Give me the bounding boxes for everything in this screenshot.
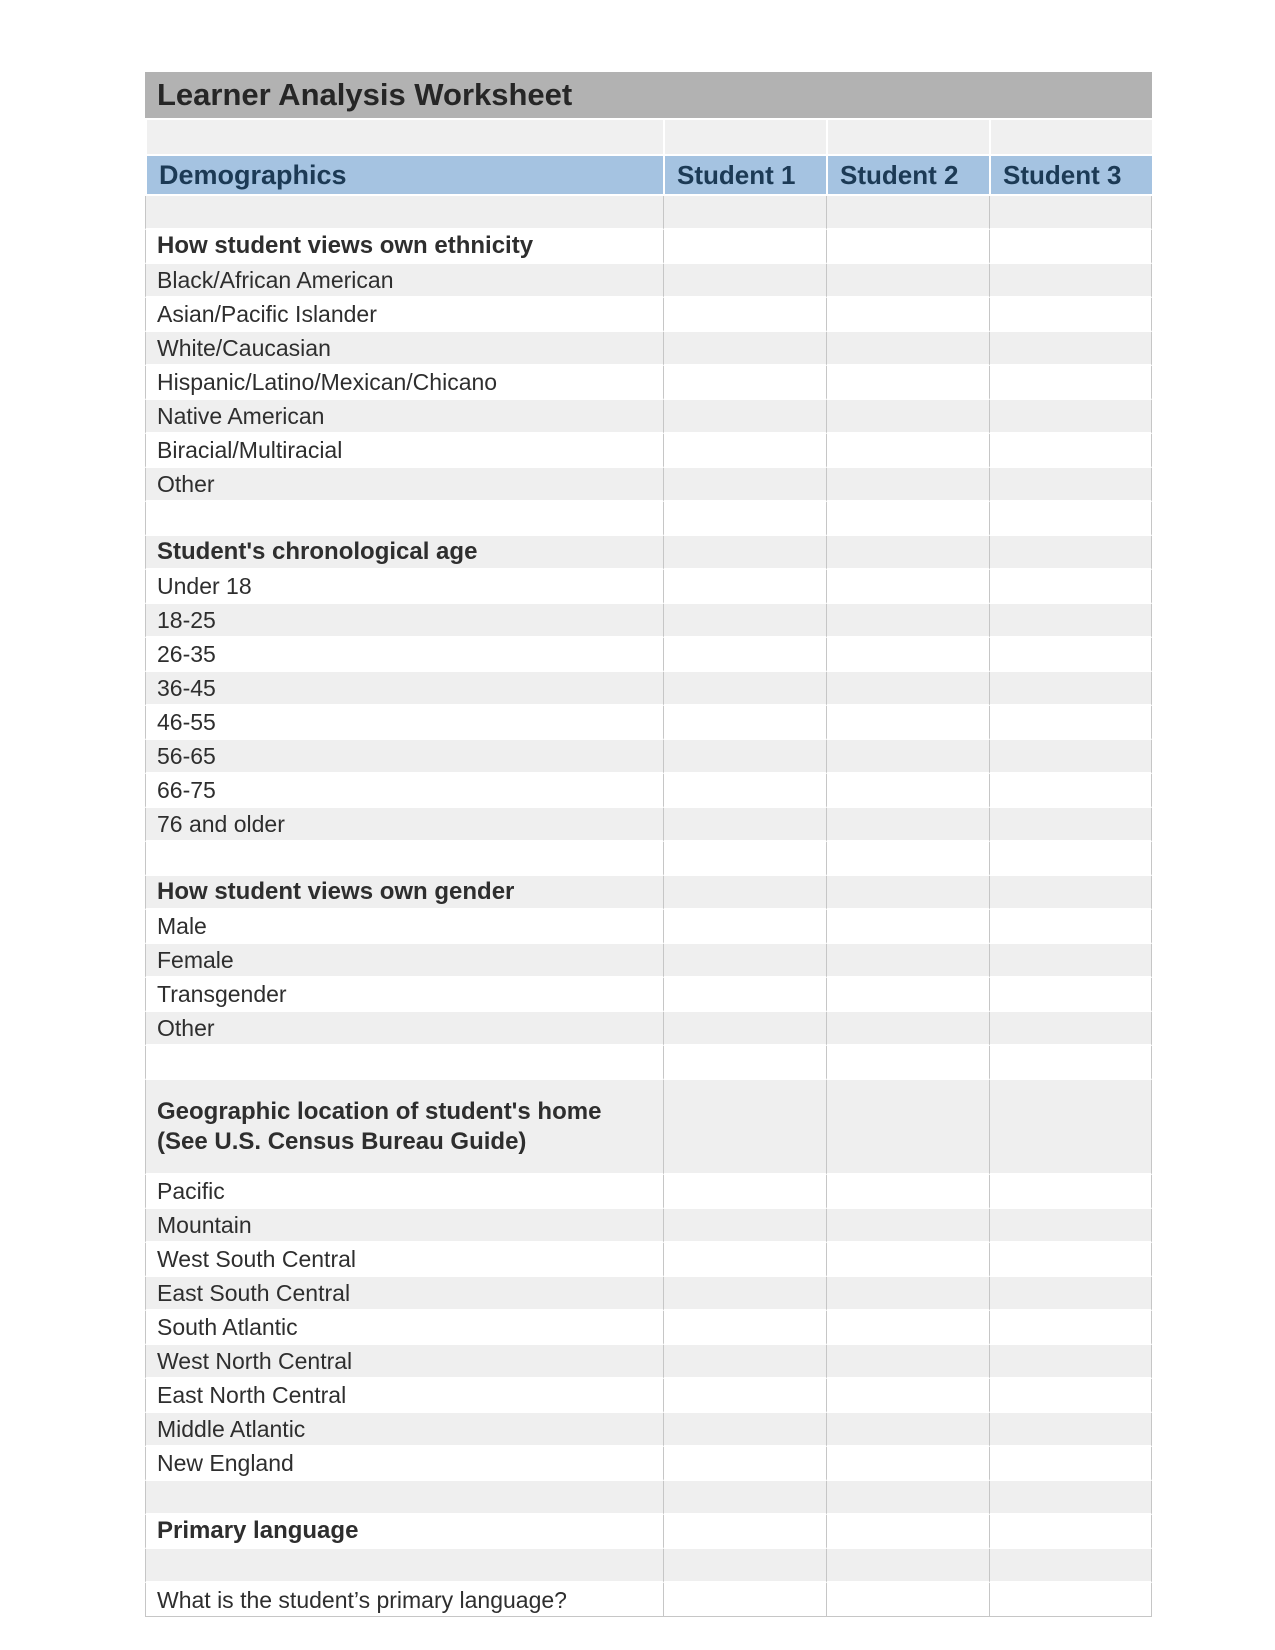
answer-cell-student-1[interactable]: [663, 638, 826, 672]
row-label: How student views own ethnicity: [157, 232, 534, 259]
answer-cell-student-1[interactable]: [663, 332, 826, 366]
answer-cell-student-3[interactable]: [989, 1481, 1152, 1515]
table-row: [145, 264, 1152, 298]
answer-cell-student-1[interactable]: [663, 1175, 826, 1209]
row-label: Biracial/Multiracial: [157, 437, 343, 463]
item-label-cell: [145, 1209, 663, 1243]
answer-cell-student-2[interactable]: [826, 604, 989, 638]
answer-cell-student-3[interactable]: [989, 604, 1152, 638]
answer-cell-student-2[interactable]: [826, 298, 989, 332]
section-row: [145, 876, 1152, 910]
answer-cell-student-2[interactable]: [826, 978, 989, 1012]
table-row: [145, 1345, 1152, 1379]
answer-cell-student-3[interactable]: [989, 1447, 1152, 1481]
answer-cell-student-2[interactable]: [826, 1481, 989, 1515]
row-label: White/Caucasian: [157, 335, 331, 361]
answer-cell-student-1[interactable]: [663, 910, 826, 944]
answer-cell-student-3[interactable]: [989, 1175, 1152, 1209]
answer-cell-student-3[interactable]: [989, 1209, 1152, 1243]
table-row: [145, 706, 1152, 740]
table-row: [145, 774, 1152, 808]
item-label-cell: [145, 706, 663, 740]
table-row: [145, 570, 1152, 604]
answer-cell-student-3[interactable]: [989, 502, 1152, 536]
item-label-cell: [145, 570, 663, 604]
item-label-cell: [145, 1012, 663, 1046]
item-label-cell: [145, 1345, 663, 1379]
answer-cell-student-2[interactable]: [826, 196, 989, 230]
answer-cell-student-1[interactable]: [663, 434, 826, 468]
answer-cell-student-3[interactable]: [989, 1080, 1152, 1175]
table-row: [145, 1209, 1152, 1243]
answer-cell-student-2[interactable]: [826, 366, 989, 400]
row-label: West North Central: [157, 1348, 353, 1374]
answer-cell-student-2[interactable]: [826, 468, 989, 502]
answer-cell-student-3[interactable]: [989, 1311, 1152, 1345]
answer-cell-student-3[interactable]: [989, 1583, 1152, 1617]
table-row: [145, 672, 1152, 706]
answer-cell-student-2[interactable]: [826, 434, 989, 468]
answer-cell-student-1[interactable]: [663, 1583, 826, 1617]
answer-cell-student-1[interactable]: [663, 1549, 826, 1583]
answer-cell-student-3[interactable]: [989, 638, 1152, 672]
item-label-cell: [145, 400, 663, 434]
blank-label-cell: [145, 502, 663, 536]
answer-cell-student-3[interactable]: [989, 808, 1152, 842]
row-label: Mountain: [157, 1212, 252, 1238]
answer-cell-student-3[interactable]: [989, 332, 1152, 366]
row-label: East North Central: [157, 1382, 347, 1408]
answer-cell-student-1[interactable]: [663, 740, 826, 774]
answer-cell-student-2[interactable]: [826, 570, 989, 604]
item-label-cell: [145, 1311, 663, 1345]
answer-cell-student-1[interactable]: [663, 944, 826, 978]
answer-cell-student-2[interactable]: [826, 1046, 989, 1080]
answer-cell-student-2[interactable]: [826, 876, 989, 910]
row-label: 56-65: [157, 743, 216, 769]
item-label-cell: [145, 672, 663, 706]
spacer-cell: [663, 120, 826, 156]
table-row: [145, 944, 1152, 978]
answer-cell-student-1[interactable]: [663, 366, 826, 400]
item-label-cell: [145, 1447, 663, 1481]
answer-cell-student-2[interactable]: [826, 1447, 989, 1481]
answer-cell-student-3[interactable]: [989, 536, 1152, 570]
row-label: How student views own gender: [157, 878, 515, 905]
title-row: [145, 72, 1152, 120]
answer-cell-student-2[interactable]: [826, 1311, 989, 1345]
section-label-cell: [145, 230, 663, 264]
table-row: [145, 468, 1152, 502]
table-row: [145, 1243, 1152, 1277]
table-row: [145, 1277, 1152, 1311]
item-label-cell: [145, 1379, 663, 1413]
row-label: Other: [157, 1015, 215, 1041]
blank-label-cell: [145, 1481, 663, 1515]
answer-cell-student-2[interactable]: [826, 672, 989, 706]
answer-cell-student-1[interactable]: [663, 468, 826, 502]
column-header-student-3: Student 3: [989, 156, 1152, 196]
item-label-cell: [145, 298, 663, 332]
table-row: [145, 1175, 1152, 1209]
column-header-student-2: Student 2: [826, 156, 989, 196]
answer-cell-student-2[interactable]: [826, 1413, 989, 1447]
answer-cell-student-2[interactable]: [826, 1277, 989, 1311]
item-label-cell: [145, 740, 663, 774]
answer-cell-student-2[interactable]: [826, 400, 989, 434]
spacer-cell: [145, 120, 663, 156]
item-label-cell: [145, 638, 663, 672]
answer-cell-student-1[interactable]: [663, 230, 826, 264]
item-label-cell: [145, 808, 663, 842]
row-label: 36-45: [157, 675, 216, 701]
item-label-cell: [145, 944, 663, 978]
answer-cell-student-2[interactable]: [826, 774, 989, 808]
table-row: [145, 298, 1152, 332]
answer-cell-student-3[interactable]: [989, 910, 1152, 944]
answer-cell-student-1[interactable]: [663, 876, 826, 910]
item-label-cell: [145, 1413, 663, 1447]
row-label: Asian/Pacific Islander: [157, 301, 377, 327]
answer-cell-student-2[interactable]: [826, 1012, 989, 1046]
item-label-cell: [145, 434, 663, 468]
spacer-row: [145, 842, 1152, 876]
table-row: [145, 400, 1152, 434]
answer-cell-student-3[interactable]: [989, 1345, 1152, 1379]
row-label: Black/African American: [157, 267, 394, 293]
answer-cell-student-3[interactable]: [989, 264, 1152, 298]
answer-cell-student-2[interactable]: [826, 502, 989, 536]
row-label: 26-35: [157, 641, 216, 667]
spacer-row: [145, 1549, 1152, 1583]
item-label-cell: [145, 1243, 663, 1277]
spacer-cell: [989, 120, 1152, 156]
answer-cell-student-2[interactable]: [826, 332, 989, 366]
table-row: [145, 366, 1152, 400]
answer-cell-student-3[interactable]: [989, 876, 1152, 910]
table-row: [145, 1379, 1152, 1413]
section-row: [145, 230, 1152, 264]
answer-cell-student-1[interactable]: [663, 706, 826, 740]
table-row: [145, 1447, 1152, 1481]
section-row: [145, 1080, 1152, 1175]
answer-cell-student-2[interactable]: [826, 264, 989, 298]
table-row: [145, 1583, 1152, 1617]
answer-cell-student-1[interactable]: [663, 808, 826, 842]
demographics-header-row: [145, 156, 1152, 196]
answer-cell-student-1[interactable]: [663, 298, 826, 332]
section-label-cell: [145, 1080, 663, 1175]
answer-cell-student-1[interactable]: [663, 1311, 826, 1345]
item-label-cell: [145, 910, 663, 944]
row-label: Female: [157, 947, 234, 973]
answer-cell-student-1[interactable]: [663, 774, 826, 808]
answer-cell-student-2[interactable]: [826, 808, 989, 842]
answer-cell-student-1[interactable]: [663, 1243, 826, 1277]
answer-cell-student-2[interactable]: [826, 740, 989, 774]
table-row: [145, 638, 1152, 672]
answer-cell-student-2[interactable]: [826, 638, 989, 672]
row-label: 46-55: [157, 709, 216, 735]
spacer-row: [145, 502, 1152, 536]
answer-cell-student-3[interactable]: [989, 570, 1152, 604]
row-label: Geographic location of student's home (See U.S. Census Bureau Guide): [157, 1097, 602, 1155]
answer-cell-student-1[interactable]: [663, 1481, 826, 1515]
row-label: Other: [157, 471, 215, 497]
row-label: 66-75: [157, 777, 216, 803]
answer-cell-student-3[interactable]: [989, 1243, 1152, 1277]
table-row: [145, 332, 1152, 366]
answer-cell-student-2[interactable]: [826, 1379, 989, 1413]
answer-cell-student-1[interactable]: [663, 1046, 826, 1080]
question-label-cell: [145, 1583, 663, 1617]
row-label: Primary language: [157, 1517, 359, 1544]
answer-cell-student-1[interactable]: [663, 1209, 826, 1243]
item-label-cell: [145, 1175, 663, 1209]
row-label: What is the student’s primary language?: [157, 1586, 567, 1613]
answer-cell-student-3[interactable]: [989, 978, 1152, 1012]
row-label: New England: [157, 1450, 294, 1476]
answer-cell-student-2[interactable]: [826, 842, 989, 876]
answer-cell-student-3[interactable]: [989, 1012, 1152, 1046]
table-row: [145, 1012, 1152, 1046]
answer-cell-student-1[interactable]: [663, 1447, 826, 1481]
answer-cell-student-2[interactable]: [826, 1243, 989, 1277]
item-label-cell: [145, 264, 663, 298]
row-label: West South Central: [157, 1246, 357, 1272]
answer-cell-student-2[interactable]: [826, 910, 989, 944]
answer-cell-student-2[interactable]: [826, 230, 989, 264]
answer-cell-student-3[interactable]: [989, 434, 1152, 468]
spacer-row: [145, 1046, 1152, 1080]
row-label: Pacific: [157, 1178, 225, 1204]
spacer-row: [145, 1481, 1152, 1515]
blank-label-cell: [145, 196, 663, 230]
answer-cell-student-3[interactable]: [989, 774, 1152, 808]
answer-cell-student-2[interactable]: [826, 944, 989, 978]
item-label-cell: [145, 604, 663, 638]
blank-label-cell: [145, 842, 663, 876]
blank-label-cell: [145, 1046, 663, 1080]
answer-cell-student-1[interactable]: [663, 1277, 826, 1311]
answer-cell-student-3[interactable]: [989, 842, 1152, 876]
item-label-cell: [145, 1277, 663, 1311]
column-header-student-1: Student 1: [663, 156, 826, 196]
page-title: Learner Analysis Worksheet: [145, 72, 1152, 120]
section-row: [145, 536, 1152, 570]
row-label: East South Central: [157, 1280, 351, 1306]
answer-cell-student-2[interactable]: [826, 1583, 989, 1617]
table-row: [145, 1413, 1152, 1447]
answer-cell-student-3[interactable]: [989, 1379, 1152, 1413]
answer-cell-student-1[interactable]: [663, 1345, 826, 1379]
row-label: 76 and older: [157, 811, 285, 837]
demographics-header: Demographics: [145, 156, 663, 196]
table-row: [145, 978, 1152, 1012]
answer-cell-student-1[interactable]: [663, 978, 826, 1012]
answer-cell-student-1[interactable]: [663, 264, 826, 298]
answer-cell-student-2[interactable]: [826, 1549, 989, 1583]
answer-cell-student-1[interactable]: [663, 1080, 826, 1175]
table-row: [145, 808, 1152, 842]
answer-cell-student-1[interactable]: [663, 842, 826, 876]
row-label: Native American: [157, 403, 325, 429]
table-row: [145, 1311, 1152, 1345]
item-label-cell: [145, 978, 663, 1012]
row-label: Middle Atlantic: [157, 1416, 306, 1442]
answer-cell-student-2[interactable]: [826, 1209, 989, 1243]
table-row: [145, 740, 1152, 774]
section-label-cell: [145, 876, 663, 910]
answer-cell-student-3[interactable]: [989, 1413, 1152, 1447]
answer-cell-student-1[interactable]: [663, 502, 826, 536]
item-label-cell: [145, 468, 663, 502]
worksheet-table: [145, 72, 1152, 1617]
answer-cell-student-1[interactable]: [663, 1413, 826, 1447]
answer-cell-student-3[interactable]: [989, 740, 1152, 774]
answer-cell-student-3[interactable]: [989, 944, 1152, 978]
answer-cell-student-3[interactable]: [989, 672, 1152, 706]
answer-cell-student-3[interactable]: [989, 1277, 1152, 1311]
spacer-row: [145, 120, 1152, 156]
answer-cell-student-2[interactable]: [826, 1175, 989, 1209]
answer-cell-student-3[interactable]: [989, 1549, 1152, 1583]
row-label: Under 18: [157, 573, 252, 599]
answer-cell-student-1[interactable]: [663, 196, 826, 230]
answer-cell-student-2[interactable]: [826, 536, 989, 570]
row-label: South Atlantic: [157, 1314, 298, 1340]
answer-cell-student-1[interactable]: [663, 1012, 826, 1046]
answer-cell-student-3[interactable]: [989, 230, 1152, 264]
row-label: 18-25: [157, 607, 216, 633]
answer-cell-student-1[interactable]: [663, 400, 826, 434]
answer-cell-student-1[interactable]: [663, 604, 826, 638]
answer-cell-student-1[interactable]: [663, 570, 826, 604]
answer-cell-student-2[interactable]: [826, 1345, 989, 1379]
answer-cell-student-3[interactable]: [989, 1046, 1152, 1080]
answer-cell-student-3[interactable]: [989, 366, 1152, 400]
answer-cell-student-2[interactable]: [826, 1515, 989, 1549]
row-label: Male: [157, 913, 207, 939]
section-label-cell: [145, 1515, 663, 1549]
row-label: Hispanic/Latino/Mexican/Chicano: [157, 369, 498, 395]
answer-cell-student-2[interactable]: [826, 1080, 989, 1175]
answer-cell-student-2[interactable]: [826, 706, 989, 740]
answer-cell-student-3[interactable]: [989, 706, 1152, 740]
answer-cell-student-1[interactable]: [663, 672, 826, 706]
item-label-cell: [145, 774, 663, 808]
item-label-cell: [145, 366, 663, 400]
answer-cell-student-1[interactable]: [663, 536, 826, 570]
table-row: [145, 604, 1152, 638]
spacer-row: [145, 196, 1152, 230]
answer-cell-student-3[interactable]: [989, 298, 1152, 332]
item-label-cell: [145, 332, 663, 366]
row-label: Student's chronological age: [157, 538, 478, 565]
answer-cell-student-1[interactable]: [663, 1379, 826, 1413]
spacer-cell: [826, 120, 989, 156]
answer-cell-student-3[interactable]: [989, 1515, 1152, 1549]
table-row: [145, 910, 1152, 944]
answer-cell-student-1[interactable]: [663, 1515, 826, 1549]
section-row: [145, 1515, 1152, 1549]
section-label-cell: [145, 536, 663, 570]
answer-cell-student-3[interactable]: [989, 196, 1152, 230]
answer-cell-student-3[interactable]: [989, 400, 1152, 434]
answer-cell-student-3[interactable]: [989, 468, 1152, 502]
blank-label-cell: [145, 1549, 663, 1583]
table-row: [145, 434, 1152, 468]
row-label: Transgender: [157, 981, 287, 1007]
